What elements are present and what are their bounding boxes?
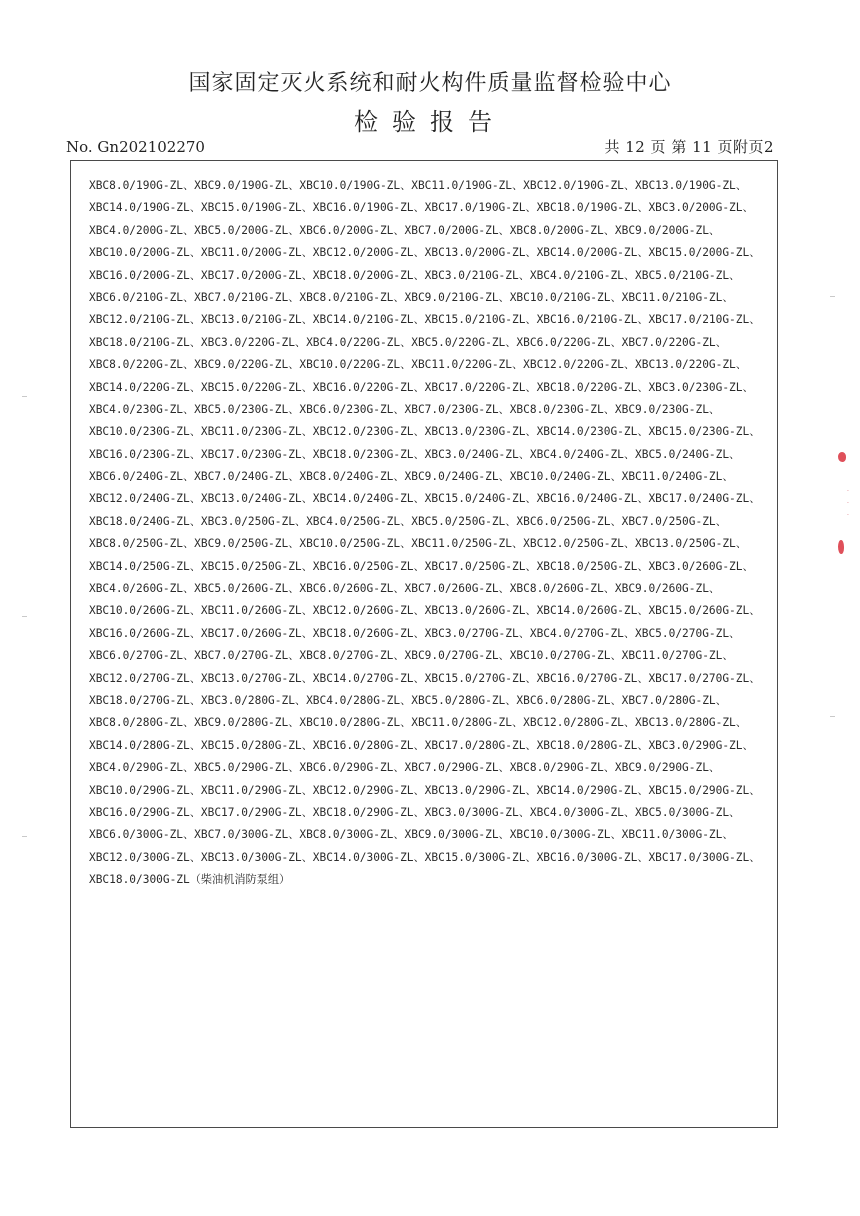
model-list-line: XBC14.0/190G-ZL、XBC15.0/190G-ZL、XBC16.0/190G-ZL、XBC17.0/190G-ZL、XBC18.0/190G-ZL、XBC3.0/200G-ZL、 bbox=[89, 201, 754, 215]
report-number: No. Gn202102270 bbox=[66, 138, 205, 156]
model-list-line: XBC4.0/260G-ZL、XBC5.0/260G-ZL、XBC6.0/260G-ZL、XBC7.0/260G-ZL、XBC8.0/260G-ZL、XBC9.0/260G-ZL、 bbox=[89, 582, 721, 596]
report-title: 检验报告 bbox=[354, 108, 506, 136]
model-list-line: XBC8.0/280G-ZL、XBC9.0/280G-ZL、XBC10.0/280G-ZL、XBC11.0/280G-ZL、XBC12.0/280G-ZL、XBC13.0/280G-ZL、 bbox=[89, 716, 747, 730]
model-list-line: XBC4.0/200G-ZL、XBC5.0/200G-ZL、XBC6.0/200G-ZL、XBC7.0/200G-ZL、XBC8.0/200G-ZL、XBC9.0/200G-ZL、 bbox=[89, 223, 721, 237]
model-list-line: XBC10.0/230G-ZL、XBC11.0/230G-ZL、XBC12.0/230G-ZL、XBC13.0/230G-ZL、XBC14.0/230G-ZL、XBC15.0/230G-ZL、 bbox=[89, 425, 761, 439]
content-frame bbox=[70, 160, 778, 1128]
model-list-line: XBC12.0/240G-ZL、XBC13.0/240G-ZL、XBC14.0/240G-ZL、XBC15.0/240G-ZL、XBC16.0/240G-ZL、XBC17.0/240G-ZL、 bbox=[89, 492, 761, 506]
model-list-line: XBC4.0/290G-ZL、XBC5.0/290G-ZL、XBC6.0/290G-ZL、XBC7.0/290G-ZL、XBC8.0/290G-ZL、XBC9.0/290G-ZL、 bbox=[89, 761, 721, 775]
scan-mark bbox=[22, 836, 27, 837]
model-list-line: XBC6.0/270G-ZL、XBC7.0/270G-ZL、XBC8.0/270G-ZL、XBC9.0/270G-ZL、XBC10.0/270G-ZL、XBC11.0/270G-ZL、 bbox=[89, 649, 734, 663]
organization-title: 国家固定灭火系统和耐火构件质量监督检验中心 bbox=[188, 71, 672, 96]
model-list-line: XBC8.0/250G-ZL、XBC9.0/250G-ZL、XBC10.0/250G-ZL、XBC11.0/250G-ZL、XBC12.0/250G-ZL、XBC13.0/250G-ZL、 bbox=[89, 537, 747, 551]
model-list-line: XBC18.0/240G-ZL、XBC3.0/250G-ZL、XBC4.0/250G-ZL、XBC5.0/250G-ZL、XBC6.0/250G-ZL、XBC7.0/250G-ZL、 bbox=[89, 514, 727, 528]
model-list-line: XBC14.0/280G-ZL、XBC15.0/280G-ZL、XBC16.0/280G-ZL、XBC17.0/280G-ZL、XBC18.0/280G-ZL、XBC3.0/290G-ZL、 bbox=[89, 738, 754, 752]
model-list-line: XBC6.0/300G-ZL、XBC7.0/300G-ZL、XBC8.0/300G-ZL、XBC9.0/300G-ZL、XBC10.0/300G-ZL、XBC11.0/300G-ZL、 bbox=[89, 828, 734, 842]
seal-fragment-text: · · · bbox=[847, 488, 849, 519]
seal-fragment-bottom bbox=[838, 540, 844, 554]
seal-fragment-top bbox=[838, 452, 846, 462]
model-list-line: XBC16.0/200G-ZL、XBC17.0/200G-ZL、XBC18.0/200G-ZL、XBC3.0/210G-ZL、XBC4.0/210G-ZL、XBC5.0/210G-ZL、 bbox=[89, 268, 741, 282]
model-list-line: XBC12.0/300G-ZL、XBC13.0/300G-ZL、XBC14.0/300G-ZL、XBC15.0/300G-ZL、XBC16.0/300G-ZL、XBC17.0/300G-ZL、 bbox=[89, 850, 761, 864]
model-list-line: XBC12.0/270G-ZL、XBC13.0/270G-ZL、XBC14.0/270G-ZL、XBC15.0/270G-ZL、XBC16.0/270G-ZL、XBC17.0/270G-ZL、 bbox=[89, 671, 761, 685]
model-list-line: XBC18.0/300G-ZL（柴油机消防泵组） bbox=[89, 873, 291, 887]
page-info: 共 12 页 第 11 页附页2 bbox=[604, 138, 774, 156]
model-list-line: XBC6.0/210G-ZL、XBC7.0/210G-ZL、XBC8.0/210G-ZL、XBC9.0/210G-ZL、XBC10.0/210G-ZL、XBC11.0/210G-ZL、 bbox=[89, 290, 734, 304]
scan-mark bbox=[830, 716, 835, 717]
model-list bbox=[89, 175, 767, 892]
model-list-line: XBC16.0/260G-ZL、XBC17.0/260G-ZL、XBC18.0/260G-ZL、XBC3.0/270G-ZL、XBC4.0/270G-ZL、XBC5.0/270G-ZL、 bbox=[89, 626, 741, 640]
model-list-line: XBC6.0/240G-ZL、XBC7.0/240G-ZL、XBC8.0/240G-ZL、XBC9.0/240G-ZL、XBC10.0/240G-ZL、XBC11.0/240G-ZL、 bbox=[89, 470, 734, 484]
model-list-line: XBC8.0/190G-ZL、XBC9.0/190G-ZL、XBC10.0/190G-ZL、XBC11.0/190G-ZL、XBC12.0/190G-ZL、XBC13.0/190G-ZL、 bbox=[89, 179, 747, 192]
model-list-line: XBC8.0/220G-ZL、XBC9.0/220G-ZL、XBC10.0/220G-ZL、XBC11.0/220G-ZL、XBC12.0/220G-ZL、XBC13.0/220G-ZL、 bbox=[89, 358, 747, 372]
model-list-line: XBC10.0/260G-ZL、XBC11.0/260G-ZL、XBC12.0/260G-ZL、XBC13.0/260G-ZL、XBC14.0/260G-ZL、XBC15.0/260G-ZL、 bbox=[89, 604, 761, 618]
model-list-line: XBC16.0/230G-ZL、XBC17.0/230G-ZL、XBC18.0/230G-ZL、XBC3.0/240G-ZL、XBC4.0/240G-ZL、XBC5.0/240G-ZL、 bbox=[89, 447, 741, 461]
model-list-line: XBC10.0/200G-ZL、XBC11.0/200G-ZL、XBC12.0/200G-ZL、XBC13.0/200G-ZL、XBC14.0/200G-ZL、XBC15.0/200G-ZL、 bbox=[89, 246, 761, 260]
scan-mark bbox=[830, 296, 835, 297]
model-list-line: XBC14.0/220G-ZL、XBC15.0/220G-ZL、XBC16.0/220G-ZL、XBC17.0/220G-ZL、XBC18.0/220G-ZL、XBC3.0/230G-ZL、 bbox=[89, 380, 754, 394]
model-list-line: XBC12.0/210G-ZL、XBC13.0/210G-ZL、XBC14.0/210G-ZL、XBC15.0/210G-ZL、XBC16.0/210G-ZL、XBC17.0/210G-ZL、 bbox=[89, 313, 761, 327]
model-list-line: XBC18.0/210G-ZL、XBC3.0/220G-ZL、XBC4.0/220G-ZL、XBC5.0/220G-ZL、XBC6.0/220G-ZL、XBC7.0/220G-ZL、 bbox=[89, 335, 727, 349]
model-list-line: XBC14.0/250G-ZL、XBC15.0/250G-ZL、XBC16.0/250G-ZL、XBC17.0/250G-ZL、XBC18.0/250G-ZL、XBC3.0/260G-ZL、 bbox=[89, 559, 754, 573]
model-list-line: XBC18.0/270G-ZL、XBC3.0/280G-ZL、XBC4.0/280G-ZL、XBC5.0/280G-ZL、XBC6.0/280G-ZL、XBC7.0/280G-ZL、 bbox=[89, 693, 727, 707]
model-list-line: XBC4.0/230G-ZL、XBC5.0/230G-ZL、XBC6.0/230G-ZL、XBC7.0/230G-ZL、XBC8.0/230G-ZL、XBC9.0/230G-ZL、 bbox=[89, 402, 721, 416]
model-list-line: XBC16.0/290G-ZL、XBC17.0/290G-ZL、XBC18.0/290G-ZL、XBC3.0/300G-ZL、XBC4.0/300G-ZL、XBC5.0/300G-ZL、 bbox=[89, 805, 741, 819]
scan-mark bbox=[22, 616, 27, 617]
model-list-line: XBC10.0/290G-ZL、XBC11.0/290G-ZL、XBC12.0/290G-ZL、XBC13.0/290G-ZL、XBC14.0/290G-ZL、XBC15.0/290G-ZL、 bbox=[89, 783, 761, 797]
scan-mark bbox=[22, 396, 27, 397]
